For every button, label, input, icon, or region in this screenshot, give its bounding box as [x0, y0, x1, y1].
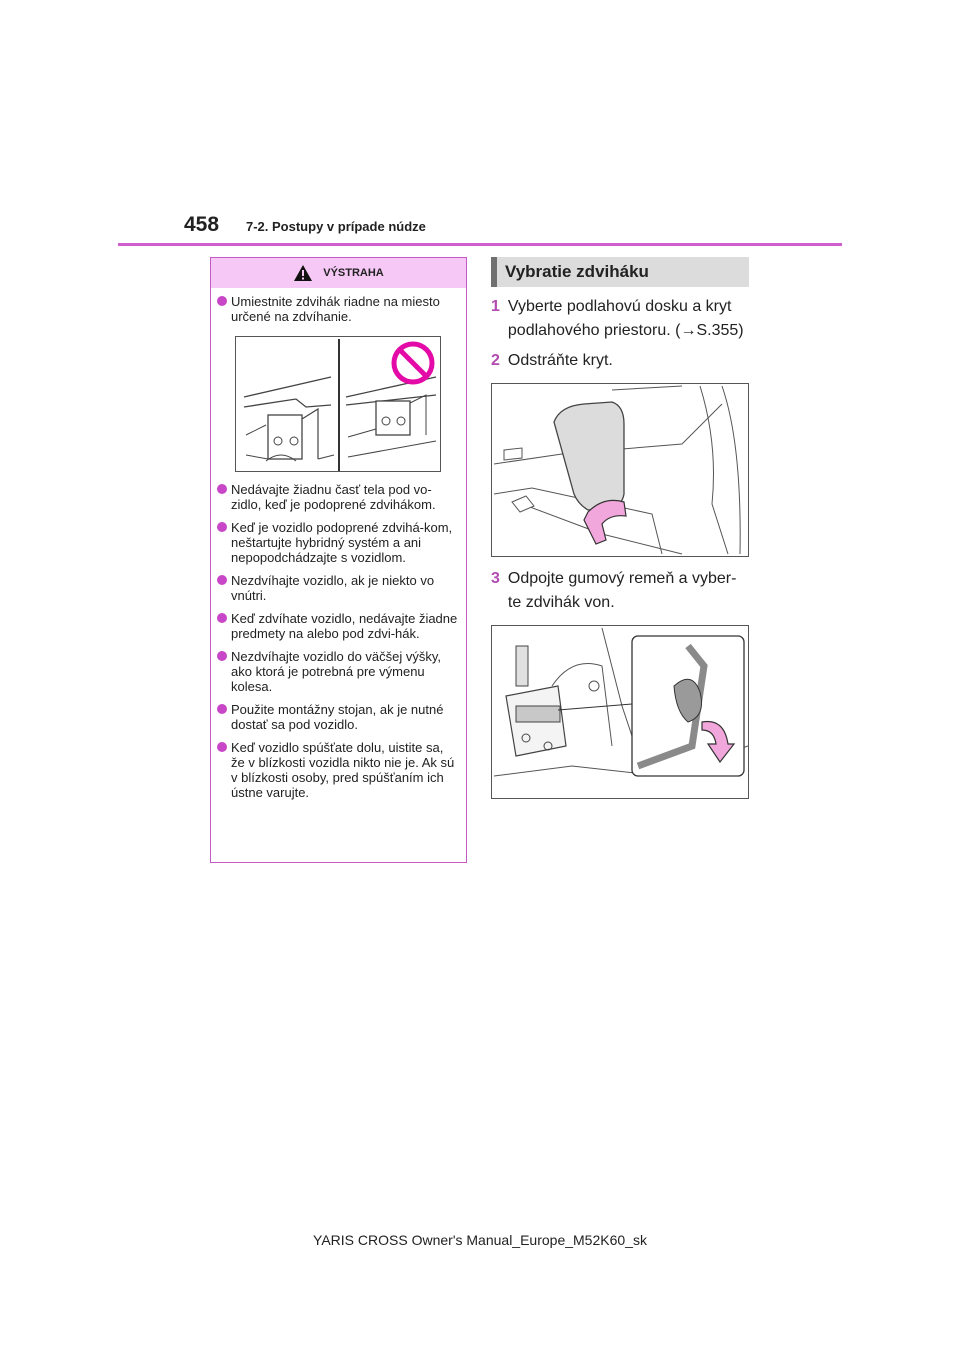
warning-item: Nezdvíhajte vozidlo do väčšej výšky, ako ktorá je potrebná pre výmenu kolesa.	[217, 649, 460, 694]
bullet-icon	[217, 613, 227, 623]
bullet-icon	[217, 704, 227, 714]
warning-title: VÝSTRAHA	[323, 267, 384, 279]
warning-item: Použite montážny stojan, ak je nutné dostať sa pod vozidlo.	[217, 702, 460, 732]
bullet-icon	[217, 484, 227, 494]
warning-box	[210, 257, 467, 863]
page-number: 458	[184, 213, 220, 236]
warning-item: Keď vozidlo spúšťate dolu, uistite sa, že v blízkosti vozidla nikto nie je. Ak sú v blízkosti osoby, pred spúšťaním ich ústne varujte.	[217, 740, 460, 800]
warning-item: Nedávajte žiadnu časť tela pod vo-zidlo, keď je podoprené zdvihákom.	[217, 482, 460, 512]
section-title: 7-2. Postupy v prípade núdze	[246, 219, 426, 234]
jack-strap-illustration	[491, 625, 749, 799]
step-1: 1 Vyberte podlahovú dosku a kryt podlahového priestoru. (→S.355)	[491, 298, 744, 339]
warning-item: Nezdvíhajte vozidlo, ak je niekto vo vnútri.	[217, 573, 460, 603]
cover-removal-illustration	[491, 383, 749, 557]
warning-item: Keď je vozidlo podoprené zdvihá-kom, neštartujte hybridný systém a ani nepopodchádzajte s vozidlom.	[217, 520, 460, 565]
warning-item: Keď zdvíhate vozidlo, nedávajte žiadne predmety na alebo pod zdvi-hák.	[217, 611, 460, 641]
step-3: 3 Odpojte gumový remeň a vyber-te zdvihák von.	[491, 570, 737, 611]
bullet-icon	[217, 575, 227, 585]
bullet-icon	[217, 296, 227, 306]
bullet-icon	[217, 651, 227, 661]
warning-item: Umiestnite zdvihák riadne na miesto určené na zdvíhanie.	[217, 294, 460, 324]
bullet-icon	[217, 742, 227, 752]
jack-removal-section	[491, 257, 749, 799]
warning-header	[211, 258, 466, 288]
warning-triangle-icon	[293, 264, 313, 282]
header-divider	[118, 243, 842, 246]
jack-placement-illustration	[235, 336, 441, 472]
footer-manual-id: YARIS CROSS Owner's Manual_Europe_M52K60_sk	[313, 1232, 647, 1248]
bullet-icon	[217, 522, 227, 532]
step-2: 2 Odstráňte kryt.	[491, 352, 613, 369]
section-heading: Vybratie zdviháku	[491, 257, 749, 287]
